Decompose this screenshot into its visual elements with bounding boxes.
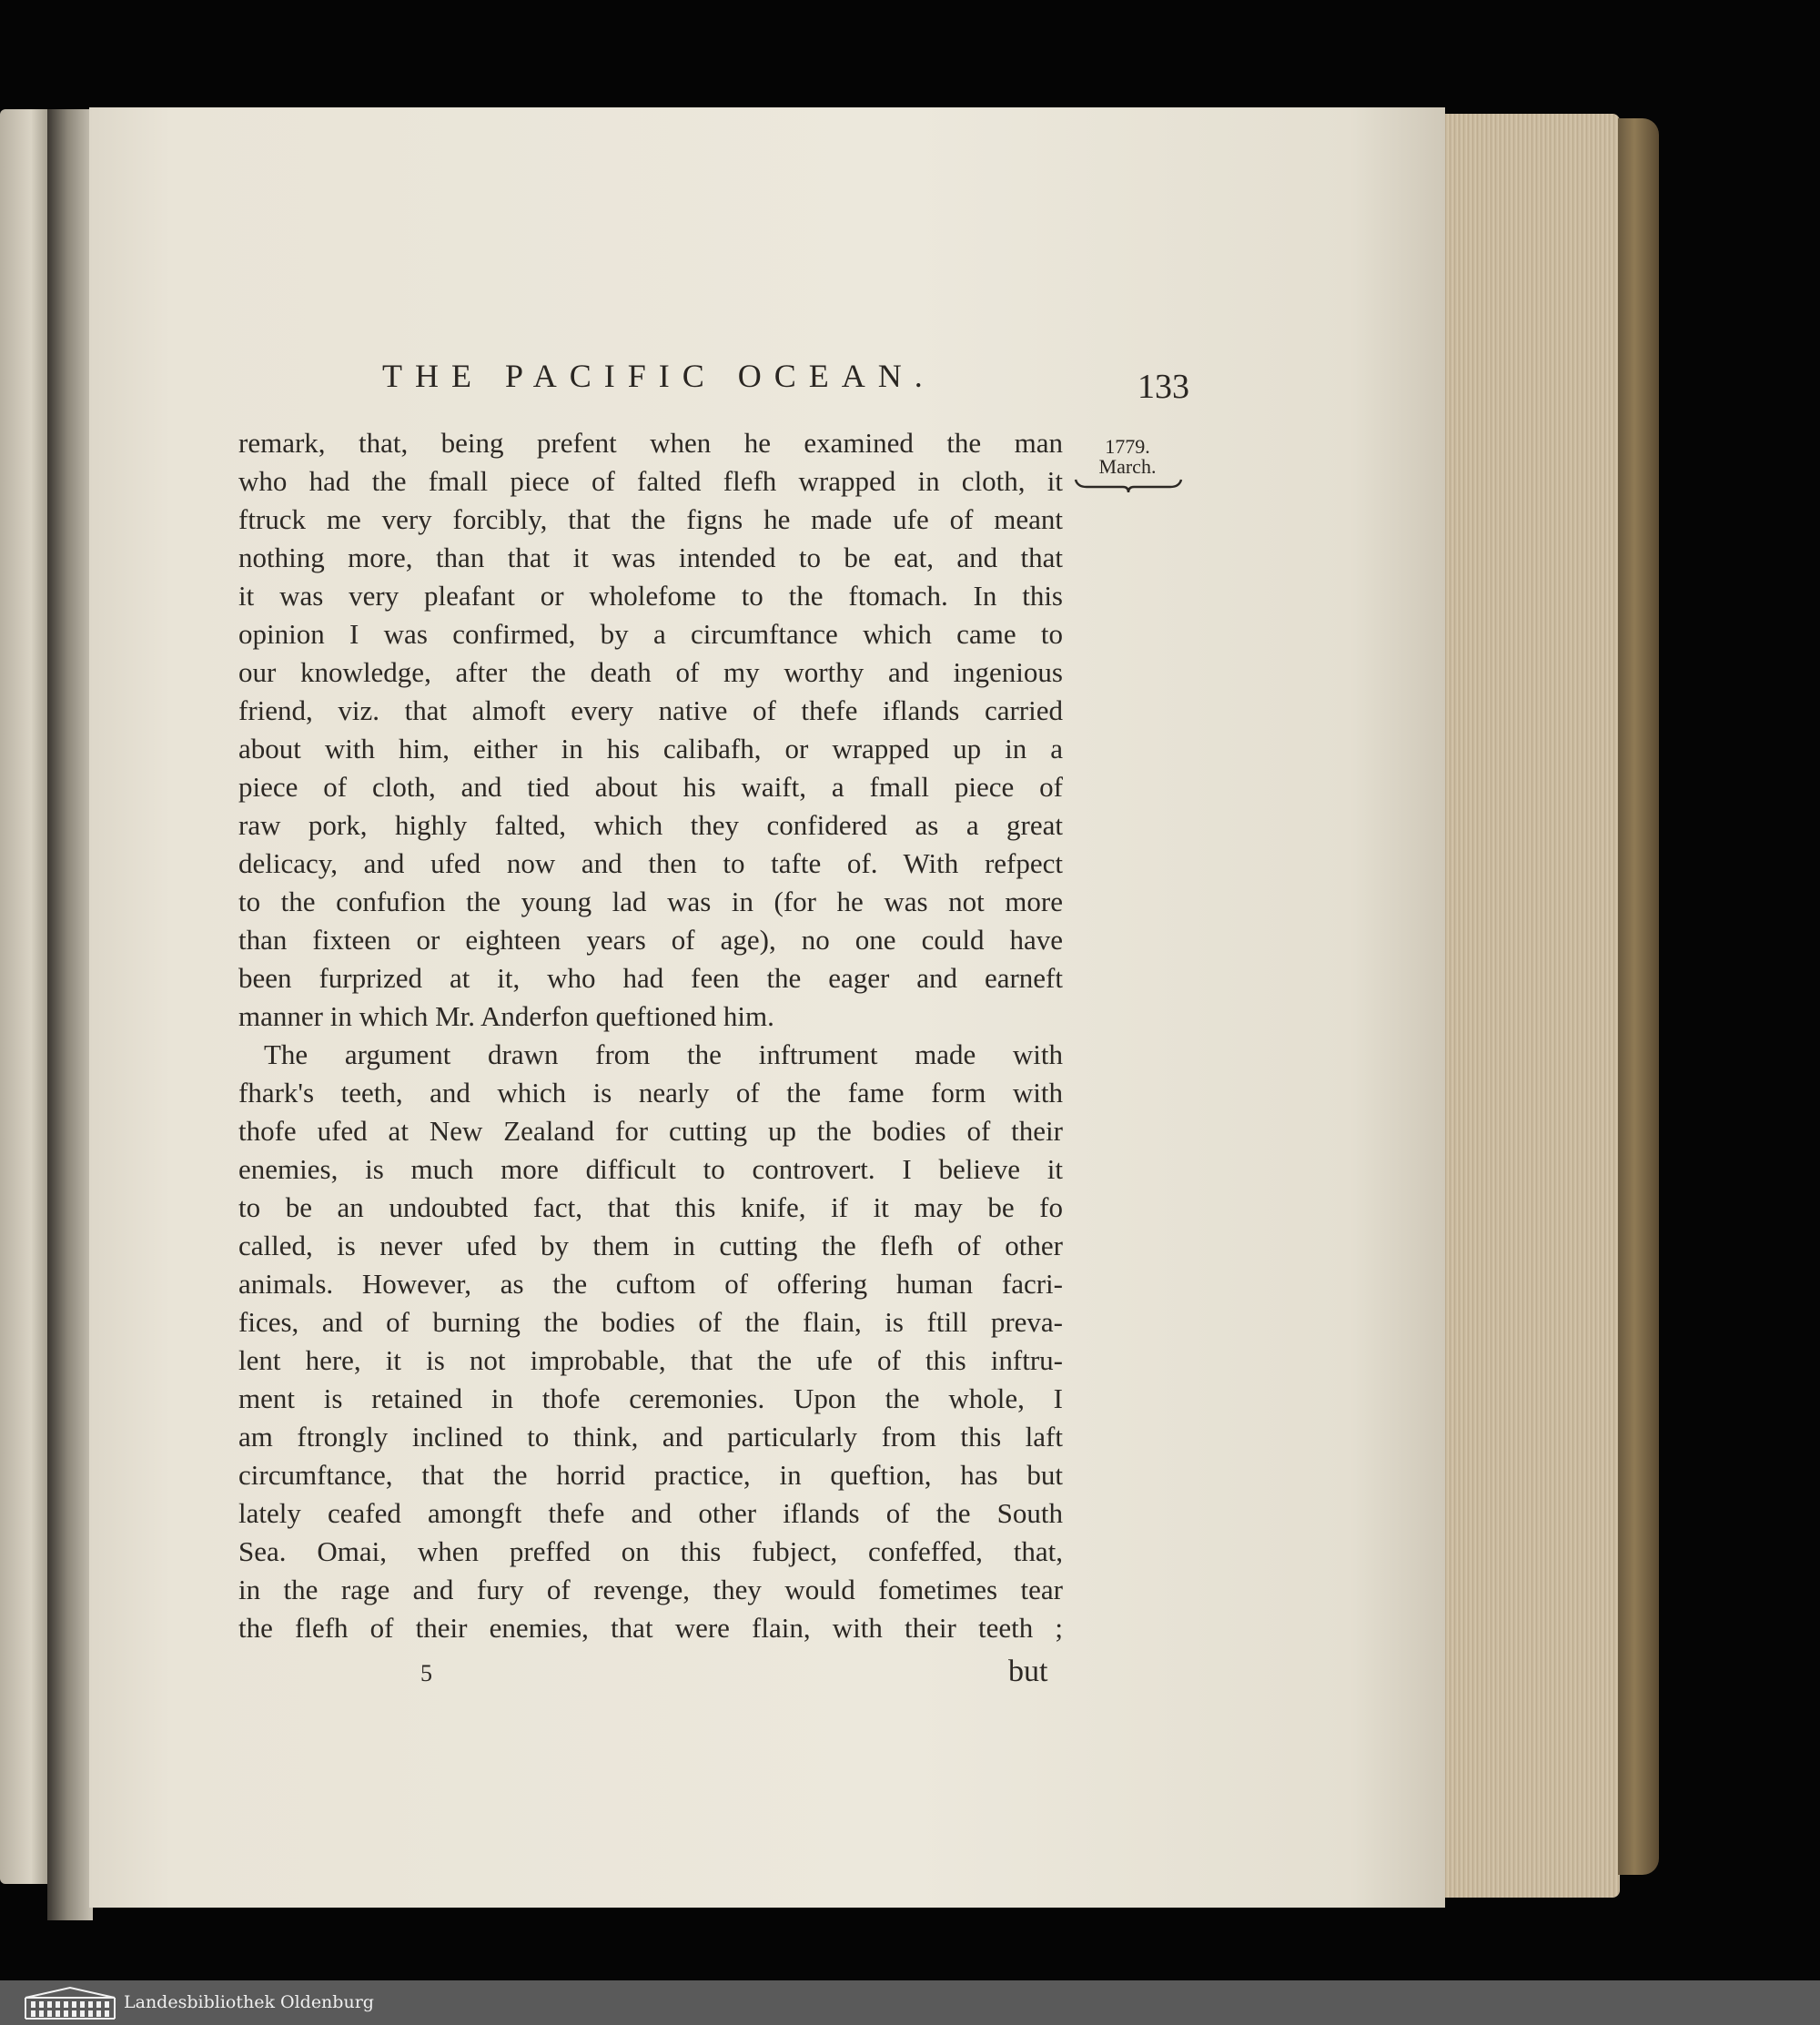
text-line: am ftrongly inclined to think, and particularly from this laft xyxy=(238,1421,1063,1453)
text-line: been furprized at it, who had feen the eager and earneft xyxy=(238,962,1063,994)
text-line: remark, that, being prefent when he examined the man xyxy=(238,427,1063,459)
text-line: thofe ufed at New Zealand for cutting up the bodies of their xyxy=(238,1115,1063,1147)
text-line: circumftance, that the horrid practice, in queftion, has but xyxy=(238,1459,1063,1491)
text-line: The argument drawn from the inftrument made with xyxy=(264,1038,1063,1070)
library-building-logo xyxy=(22,1985,118,2021)
text-line: opinion I was confirmed, by a circumftance which came to xyxy=(238,618,1063,650)
book-cover xyxy=(1618,118,1659,1875)
running-head: THE PACIFIC OCEAN. xyxy=(382,358,935,394)
text-line: fices, and of burning the bodies of the flain, is ftill preva- xyxy=(238,1306,1063,1338)
margin-note-year: 1779. xyxy=(1105,435,1150,458)
text-line: who had the fmall piece of falted flefh wrapped in cloth, it xyxy=(238,465,1063,497)
text-line: about with him, either in his calibafh, or wrapped up in a xyxy=(238,733,1063,764)
text-line: lately ceafed amongft thefe and other iflands of the South xyxy=(238,1497,1063,1529)
text-line: to the confufion the young lad was in (for he was not more xyxy=(238,886,1063,917)
text-line: called, is never ufed by them in cutting the flefh of other xyxy=(238,1230,1063,1261)
text-line: delicacy, and ufed now and then to tafte of. With refpect xyxy=(238,847,1063,879)
body-text xyxy=(238,424,1063,1647)
margin-note-month: March. xyxy=(1098,455,1157,478)
text-line: fhark's teeth, and which is nearly of the fame form with xyxy=(238,1077,1063,1109)
text-line: friend, viz. that almoft every native of thefe iflands carried xyxy=(238,694,1063,726)
text-line: to be an undoubted fact, that this knife, if it may be fo xyxy=(238,1191,1063,1223)
text-line: lent here, it is not improbable, that the ufe of this inftru- xyxy=(238,1344,1063,1376)
text-line: than fixteen or eighteen years of age), no one could have xyxy=(238,924,1063,956)
text-line: nothing more, than that it was intended to be eat, and that xyxy=(238,542,1063,573)
text-line: raw pork, highly falted, which they confidered as a great xyxy=(238,809,1063,841)
footer-bar xyxy=(0,1980,1820,2025)
text-line: ftruck me very forcibly, that the figns he made ufe of meant xyxy=(238,503,1063,535)
catchword: but xyxy=(1008,1655,1048,1688)
text-line: Sea. Omai, when preffed on this fubject, confeffed, that, xyxy=(238,1535,1063,1567)
text-line: piece of cloth, and tied about his waift, a fmall piece of xyxy=(238,771,1063,803)
signature-mark: 5 xyxy=(420,1660,432,1686)
text-line: it was very pleafant or wholefome to the ftomach. In this xyxy=(238,580,1063,612)
text-line: in the rage and fury of revenge, they would fometimes tear xyxy=(238,1574,1063,1605)
book-gutter xyxy=(47,109,93,1920)
margin-brace xyxy=(1074,476,1183,494)
page-block-edges xyxy=(1438,114,1620,1898)
text-line: ment is retained in thofe ceremonies. Upon the whole, I xyxy=(238,1382,1063,1414)
text-line: enemies, is much more difficult to controvert. I believe it xyxy=(238,1153,1063,1185)
text-line: our knowledge, after the death of my worthy and ingenious xyxy=(238,656,1063,688)
text-line: the flefh of their enemies, that were flain, with their teeth ; xyxy=(238,1612,1063,1644)
text-line: animals. However, as the cuftom of offering human facri- xyxy=(238,1268,1063,1300)
text-line: manner in which Mr. Anderfon queftioned him. xyxy=(238,1000,774,1032)
page-number: 133 xyxy=(1138,368,1189,406)
library-name: Landesbibliothek Oldenburg xyxy=(124,1992,374,2012)
